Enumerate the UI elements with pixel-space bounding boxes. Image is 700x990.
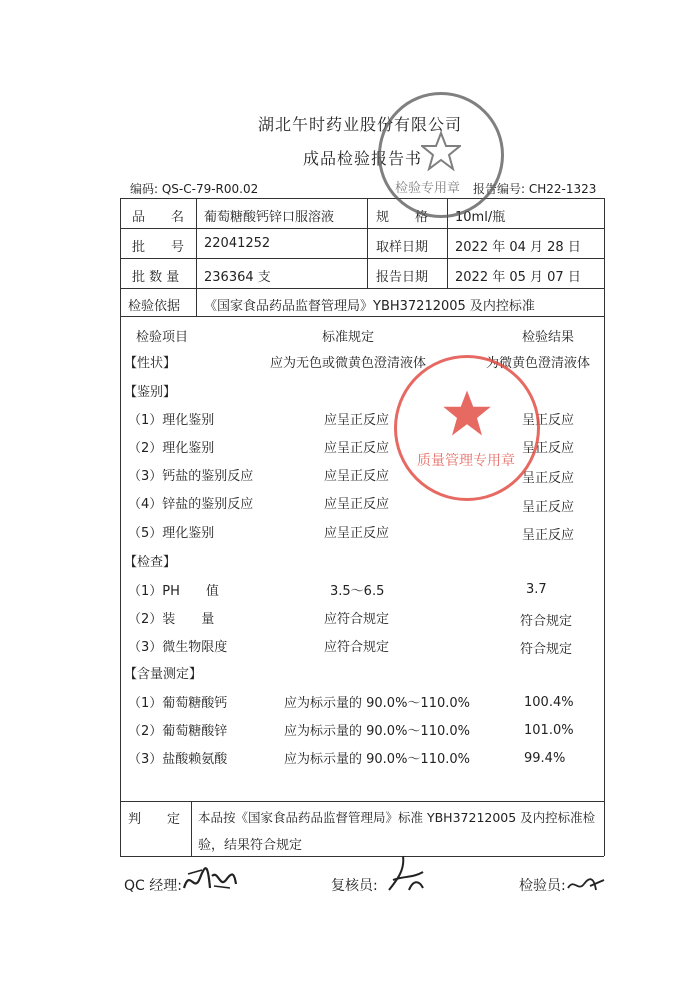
table-row-result: 符合规定	[520, 642, 573, 657]
qc-manager-label: QC 经理:	[124, 878, 182, 894]
quantity-label: 批 数 量	[132, 270, 180, 285]
conclusion-text-line1: 本品按《国家食品药品监督管理局》标准 YBH37212005 及内控标准检	[198, 810, 596, 825]
conclusion-top-line	[120, 801, 604, 802]
quality-stamp	[394, 355, 540, 501]
company-name: 湖北午时药业股份有限公司	[258, 115, 463, 134]
report-number: 报告编号: CH22-1323	[473, 182, 597, 196]
table-border-right	[604, 198, 605, 856]
table-row-item: （2）理化鉴别	[128, 441, 215, 456]
basis-value: 《国家食品药品监督管理局》YBH37212005 及内控标准	[204, 299, 535, 314]
quantity-value: 236364 支	[204, 270, 271, 285]
star-icon	[421, 131, 461, 171]
inspection-stamp-text: 检验专用章	[395, 181, 461, 196]
table-row-standard: 应为标示量的 90.0%～110.0%	[284, 724, 470, 739]
table-row-result: 99.4%	[524, 751, 566, 766]
table-row-standard: 应呈正反应	[324, 441, 390, 456]
section-checks: 【检查】	[124, 555, 177, 570]
sample-date-label: 取样日期	[376, 240, 429, 255]
inspector-signature-image	[566, 872, 606, 898]
col-divider	[367, 198, 368, 288]
section-assay: 【含量测定】	[124, 667, 203, 682]
quality-stamp-text: 质量管理专用章	[417, 453, 515, 469]
spec-value: 10ml/瓶	[455, 210, 506, 225]
table-row-result: 呈正反应	[522, 471, 575, 486]
batch-label: 批 号	[132, 240, 185, 255]
conclusion-divider	[191, 801, 192, 856]
report-date-label: 报告日期	[376, 270, 429, 285]
row-divider	[120, 288, 604, 289]
table-row-item: （1）葡萄糖酸钙	[128, 696, 228, 711]
basis-label: 检验依据	[128, 299, 181, 314]
spec-label: 规 格	[376, 210, 429, 225]
product-label: 品 名	[132, 210, 185, 225]
table-row-standard: 应符合规定	[324, 640, 390, 655]
section-appearance: 【性状】	[124, 356, 177, 371]
table-row-result: 呈正反应	[522, 413, 575, 428]
row-divider	[120, 258, 604, 259]
table-row-result: 符合规定	[520, 614, 573, 629]
table-row-item: （5）理化鉴别	[128, 526, 215, 541]
table-row-item: （2）装 量	[128, 612, 215, 627]
row-divider	[120, 228, 604, 229]
appearance-result: 为微黄色澄清液体	[486, 356, 591, 371]
sample-date-value: 2022 年 04 月 28 日	[455, 240, 581, 255]
col-header-result: 检验结果	[522, 330, 575, 345]
appearance-standard: 应为无色或微黄色澄清液体	[270, 356, 427, 371]
table-row-item: （4）锌盐的鉴别反应	[128, 497, 254, 512]
table-border-left	[120, 198, 121, 856]
document-code: 编码: QS-C-79-R00.02	[130, 182, 259, 196]
batch-value: 22041252	[204, 236, 271, 251]
star-icon	[442, 388, 492, 438]
table-border-top	[120, 198, 604, 199]
inspector-label: 检验员:	[519, 878, 566, 894]
table-row-standard: 应呈正反应	[324, 526, 390, 541]
col-header-standard: 标准规定	[322, 330, 375, 345]
reviewer-signature-image	[383, 850, 433, 900]
product-value: 葡萄糖酸钙锌口服溶液	[204, 210, 335, 225]
table-row-standard: 应为标示量的 90.0%～110.0%	[284, 752, 470, 767]
table-row-standard: 应呈正反应	[324, 413, 390, 428]
table-row-standard: 3.5～6.5	[330, 584, 385, 599]
table-row-result: 100.4%	[524, 695, 574, 710]
table-row-standard: 应符合规定	[324, 612, 390, 627]
table-row-result: 101.0%	[524, 723, 574, 738]
row-divider	[120, 316, 604, 317]
reviewer-label: 复核员:	[331, 878, 378, 894]
table-row-result: 呈正反应	[522, 528, 575, 543]
qc-signature-image	[180, 858, 240, 898]
table-row-item: （3）微生物限度	[128, 640, 228, 655]
table-row-standard: 应呈正反应	[324, 469, 390, 484]
table-row-result: 呈正反应	[522, 441, 575, 456]
table-row-item: （2）葡萄糖酸锌	[128, 724, 228, 739]
table-row-item: （3）钙盐的鉴别反应	[128, 469, 254, 484]
table-row-item: （1）理化鉴别	[128, 413, 215, 428]
table-border-bottom	[120, 856, 604, 857]
table-row-result: 呈正反应	[522, 500, 575, 515]
section-identification: 【鉴别】	[124, 385, 177, 400]
inspection-stamp	[378, 92, 504, 218]
conclusion-label: 判 定	[128, 812, 181, 827]
col-header-item: 检验项目	[136, 330, 189, 345]
report-title: 成品检验报告书	[303, 149, 423, 168]
table-row-result: 3.7	[526, 582, 547, 597]
conclusion-text-line2: 验，结果符合规定	[198, 838, 303, 853]
table-row-standard: 应为标示量的 90.0%～110.0%	[284, 696, 470, 711]
table-row-standard: 应呈正反应	[324, 497, 390, 512]
report-date-value: 2022 年 05 月 07 日	[455, 270, 581, 285]
col-divider	[196, 198, 197, 316]
table-row-item: （1）PH 值	[128, 584, 219, 599]
table-row-item: （3）盐酸赖氨酸	[128, 752, 228, 767]
